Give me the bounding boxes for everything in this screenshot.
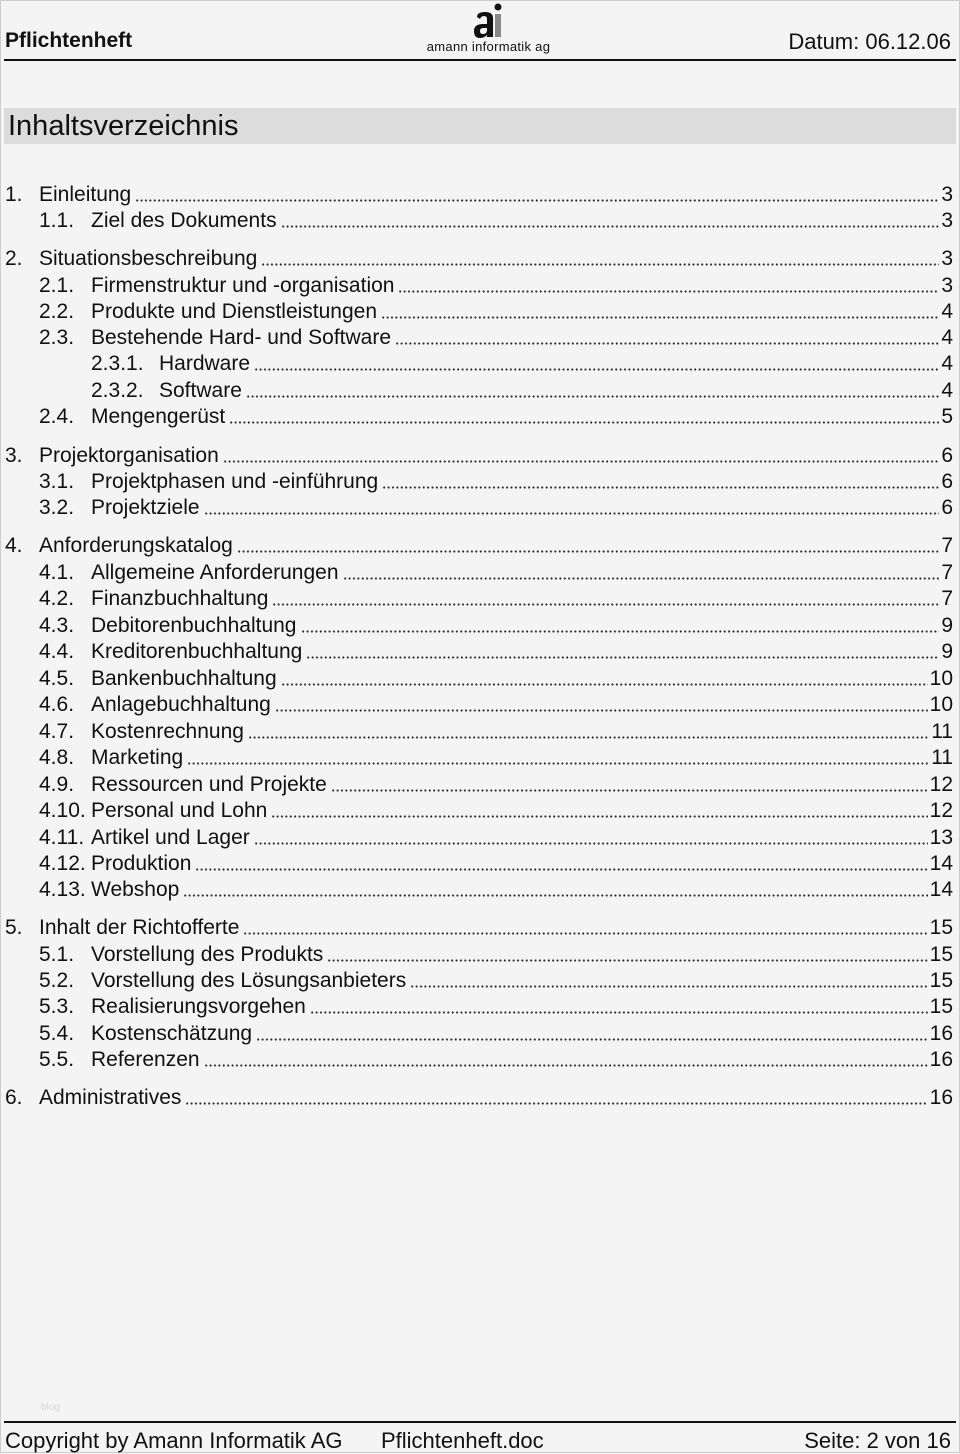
dot-leader xyxy=(254,368,939,371)
toc-entry-number: 2.3.2. xyxy=(91,379,144,402)
dot-leader xyxy=(271,815,927,818)
watermark: blog xyxy=(41,1402,60,1413)
toc-entry-title: Inhalt der Richtofferte xyxy=(39,916,240,939)
toc-entry[interactable] xyxy=(39,469,953,495)
toc-entry-page: 3 xyxy=(941,209,953,232)
toc-entry-page: 6 xyxy=(941,496,953,519)
toc-entry[interactable] xyxy=(39,208,953,234)
toc-entry[interactable] xyxy=(39,1047,953,1073)
toc-entry[interactable] xyxy=(5,915,953,941)
dot-leader xyxy=(306,656,939,659)
dot-leader xyxy=(248,736,929,739)
toc-entry-number: 1.1. xyxy=(39,209,75,232)
toc-entry-page: 15 xyxy=(929,969,953,992)
dot-leader xyxy=(256,1038,928,1041)
dot-leader xyxy=(272,603,939,606)
toc-entry-number: 4.7. xyxy=(39,720,75,743)
toc-entry[interactable] xyxy=(5,443,953,469)
toc-entry[interactable] xyxy=(39,404,953,430)
header-date: Datum: 06.12.06 xyxy=(788,29,951,54)
toc-entry-title: Produkte und Dienstleistungen xyxy=(91,300,378,323)
toc-entry-page: 11 xyxy=(931,746,953,769)
dot-leader xyxy=(301,630,940,633)
toc-entry-number: 3.2. xyxy=(39,496,75,519)
toc-entry-page: 16 xyxy=(929,1086,953,1109)
toc-entry[interactable] xyxy=(39,719,953,745)
toc-entry-number: 5. xyxy=(5,916,23,939)
dot-leader xyxy=(395,342,939,345)
dot-leader xyxy=(187,762,929,765)
toc-entry[interactable] xyxy=(39,273,953,299)
dot-leader xyxy=(254,842,928,845)
toc-entry[interactable] xyxy=(39,560,953,586)
toc-entry-title: Ressourcen und Projekte xyxy=(91,773,327,796)
toc-entry-title: Vorstellung des Lösungsanbieters xyxy=(91,969,407,992)
toc-entry[interactable] xyxy=(39,1021,953,1047)
toc-entry[interactable] xyxy=(39,639,953,665)
toc-entry-page: 6 xyxy=(941,444,953,467)
toc-entry-title: Projektziele xyxy=(91,496,200,519)
header-divider xyxy=(4,59,956,61)
toc-entry[interactable] xyxy=(91,351,953,377)
toc-entry-number: 4.4. xyxy=(39,640,75,663)
toc-entry[interactable] xyxy=(39,942,953,968)
toc-entry-page: 16 xyxy=(929,1022,953,1045)
toc-entry[interactable] xyxy=(5,246,953,272)
toc-entry[interactable] xyxy=(39,772,953,798)
dot-leader xyxy=(398,290,939,293)
dot-leader xyxy=(135,199,939,202)
toc-entry-title: Personal und Lohn xyxy=(91,799,268,822)
toc-entry-page: 7 xyxy=(941,561,953,584)
toc-entry-title: Allgemeine Anforderungen xyxy=(91,561,339,584)
toc-entry[interactable] xyxy=(39,851,953,877)
logo-text: amann informatik ag xyxy=(426,39,551,54)
toc-entry[interactable] xyxy=(39,968,953,994)
toc-entry-number: 2.3.1. xyxy=(91,352,144,375)
toc-entry-title: Anlagebuchhaltung xyxy=(91,693,271,716)
toc-entry-page: 11 xyxy=(931,720,953,743)
toc-entry-page: 15 xyxy=(929,916,953,939)
toc-entry-number: 2.2. xyxy=(39,300,75,323)
toc-entry-page: 12 xyxy=(929,799,953,822)
toc-entry-number: 3.1. xyxy=(39,470,75,493)
dot-leader xyxy=(204,512,940,515)
toc-entry-number: 4.13. xyxy=(39,878,86,901)
toc-entry-number: 4.8. xyxy=(39,746,75,769)
toc-entry-number: 5.2. xyxy=(39,969,75,992)
dot-leader xyxy=(410,985,927,988)
toc-entry[interactable] xyxy=(5,182,953,208)
toc-entry-number: 5.1. xyxy=(39,943,75,966)
toc-entry-page: 3 xyxy=(941,247,953,270)
toc-entry-page: 9 xyxy=(941,614,953,637)
toc-entry-number: 2. xyxy=(5,247,23,270)
toc-entry-title: Vorstellung des Produkts xyxy=(91,943,324,966)
dot-leader xyxy=(204,1064,928,1067)
toc-entry[interactable] xyxy=(39,325,953,351)
footer-page-number: Seite: 2 von 16 xyxy=(804,1428,951,1453)
dot-leader xyxy=(281,225,940,228)
dot-leader xyxy=(243,932,927,935)
toc-entry-page: 4 xyxy=(941,352,953,375)
toc-entry-title: Ziel des Dokuments xyxy=(91,209,277,232)
toc-entry-title: Projektphasen und -einführung xyxy=(91,470,379,493)
toc-entry-number: 4.2. xyxy=(39,587,75,610)
toc-entry-page: 3 xyxy=(941,183,953,206)
toc-entry[interactable] xyxy=(39,586,953,612)
toc-entry-title: Marketing xyxy=(91,746,184,769)
company-logo xyxy=(416,3,561,57)
toc-entry-page: 6 xyxy=(941,470,953,493)
header-doc-title: Pflichtenheft xyxy=(5,29,133,52)
footer-filename: Pflichtenheft.doc xyxy=(381,1428,544,1453)
page-title: Inhaltsverzeichnis xyxy=(8,110,239,142)
toc-entry-number: 4.1. xyxy=(39,561,75,584)
dot-leader xyxy=(327,959,927,962)
toc-entry-page: 10 xyxy=(929,693,953,716)
dot-leader xyxy=(246,395,939,398)
toc-entry-page: 4 xyxy=(941,326,953,349)
dot-leader xyxy=(195,868,927,871)
toc-entry-page: 5 xyxy=(941,405,953,428)
toc-entry-title: Situationsbeschreibung xyxy=(39,247,258,270)
toc-entry-title: Kreditorenbuchhaltung xyxy=(91,640,303,663)
toc-entry-page: 7 xyxy=(941,534,953,557)
toc-entry-page: 7 xyxy=(941,587,953,610)
toc-entry-title: Bestehende Hard- und Software xyxy=(91,326,392,349)
toc-entry-title: Bankenbuchhaltung xyxy=(91,667,277,690)
toc-entry-number: 2.3. xyxy=(39,326,75,349)
toc-entry[interactable] xyxy=(39,798,953,824)
footer-divider xyxy=(4,1421,956,1423)
toc-entry-page: 14 xyxy=(929,852,953,875)
toc-entry-number: 6. xyxy=(5,1086,23,1109)
toc-entry-number: 4.11. xyxy=(39,826,85,849)
toc-entry-number: 1. xyxy=(5,183,23,206)
toc-entry-page: 4 xyxy=(941,300,953,323)
dot-leader xyxy=(331,789,928,792)
toc-entry[interactable] xyxy=(39,495,953,521)
toc-entry-title: Mengengerüst xyxy=(91,405,226,428)
heading-bar xyxy=(4,108,956,144)
dot-leader xyxy=(223,460,940,463)
dot-leader xyxy=(275,709,928,712)
toc-entry-number: 4.5. xyxy=(39,667,75,690)
dot-leader xyxy=(237,550,940,553)
toc-entry[interactable] xyxy=(39,299,953,325)
toc-entry-page: 14 xyxy=(929,878,953,901)
dot-leader xyxy=(382,486,939,489)
toc-entry-title: Hardware xyxy=(159,352,251,375)
toc-entry[interactable] xyxy=(39,877,953,903)
toc-entry[interactable] xyxy=(39,745,953,771)
dot-leader xyxy=(281,683,928,686)
toc-entry-number: 3. xyxy=(5,444,23,467)
toc-entry-title: Administratives xyxy=(39,1086,182,1109)
toc-entry-number: 4.12. xyxy=(39,852,86,875)
toc-entry-number: 5.4. xyxy=(39,1022,75,1045)
toc-entry-number: 4.9. xyxy=(39,773,75,796)
toc-entry-page: 10 xyxy=(929,667,953,690)
dot-leader xyxy=(261,263,939,266)
toc-entry-page: 4 xyxy=(941,379,953,402)
toc-entry-page: 9 xyxy=(941,640,953,663)
toc-entry-title: Realisierungsvorgehen xyxy=(91,995,306,1018)
toc-entry-number: 4.10. xyxy=(39,799,86,822)
toc-entry-title: Firmenstruktur und -organisation xyxy=(91,274,395,297)
footer-copyright: Copyright by Amann Informatik AG xyxy=(5,1428,343,1453)
toc-entry[interactable] xyxy=(39,994,953,1020)
dot-leader xyxy=(343,577,940,580)
toc-entry-title: Referenzen xyxy=(91,1048,200,1071)
dot-leader xyxy=(185,1102,927,1105)
toc-entry-number: 5.3. xyxy=(39,995,75,1018)
logo-icon xyxy=(471,3,505,39)
dot-leader xyxy=(310,1011,928,1014)
toc-entry-title: Webshop xyxy=(91,878,180,901)
dot-leader xyxy=(229,421,939,424)
toc-entry[interactable] xyxy=(91,378,953,404)
toc-entry-number: 4.3. xyxy=(39,614,75,637)
toc-entry-number: 4. xyxy=(5,534,23,557)
toc-entry[interactable] xyxy=(5,1085,953,1111)
dot-leader xyxy=(183,894,927,897)
toc-entry-page: 13 xyxy=(929,826,953,849)
toc-entry-page: 15 xyxy=(929,943,953,966)
dot-leader xyxy=(381,316,939,319)
toc-entry-title: Debitorenbuchhaltung xyxy=(91,614,297,637)
toc-entry-title: Produktion xyxy=(91,852,192,875)
toc-entry-title: Software xyxy=(159,379,242,402)
toc-entry[interactable] xyxy=(39,692,953,718)
toc-entry-number: 2.4. xyxy=(39,405,75,428)
toc-entry-title: Kostenschätzung xyxy=(91,1022,253,1045)
toc-entry[interactable] xyxy=(39,613,953,639)
toc-entry-page: 3 xyxy=(941,274,953,297)
toc-entry[interactable] xyxy=(39,825,953,851)
toc-entry-page: 16 xyxy=(929,1048,953,1071)
toc-entry-number: 5.5. xyxy=(39,1048,75,1071)
toc-entry-title: Einleitung xyxy=(39,183,132,206)
toc-entry-title: Artikel und Lager xyxy=(91,826,250,849)
toc-entry[interactable] xyxy=(39,666,953,692)
toc-entry-title: Anforderungskatalog xyxy=(39,534,233,557)
toc-entry-title: Finanzbuchhaltung xyxy=(91,587,269,610)
toc-entry-page: 12 xyxy=(929,773,953,796)
toc-entry-page: 15 xyxy=(929,995,953,1018)
toc-entry-title: Kostenrechnung xyxy=(91,720,244,743)
toc-entry-number: 4.6. xyxy=(39,693,75,716)
toc-entry-title: Projektorganisation xyxy=(39,444,219,467)
toc-entry-number: 2.1. xyxy=(39,274,75,297)
toc-entry[interactable] xyxy=(5,533,953,559)
